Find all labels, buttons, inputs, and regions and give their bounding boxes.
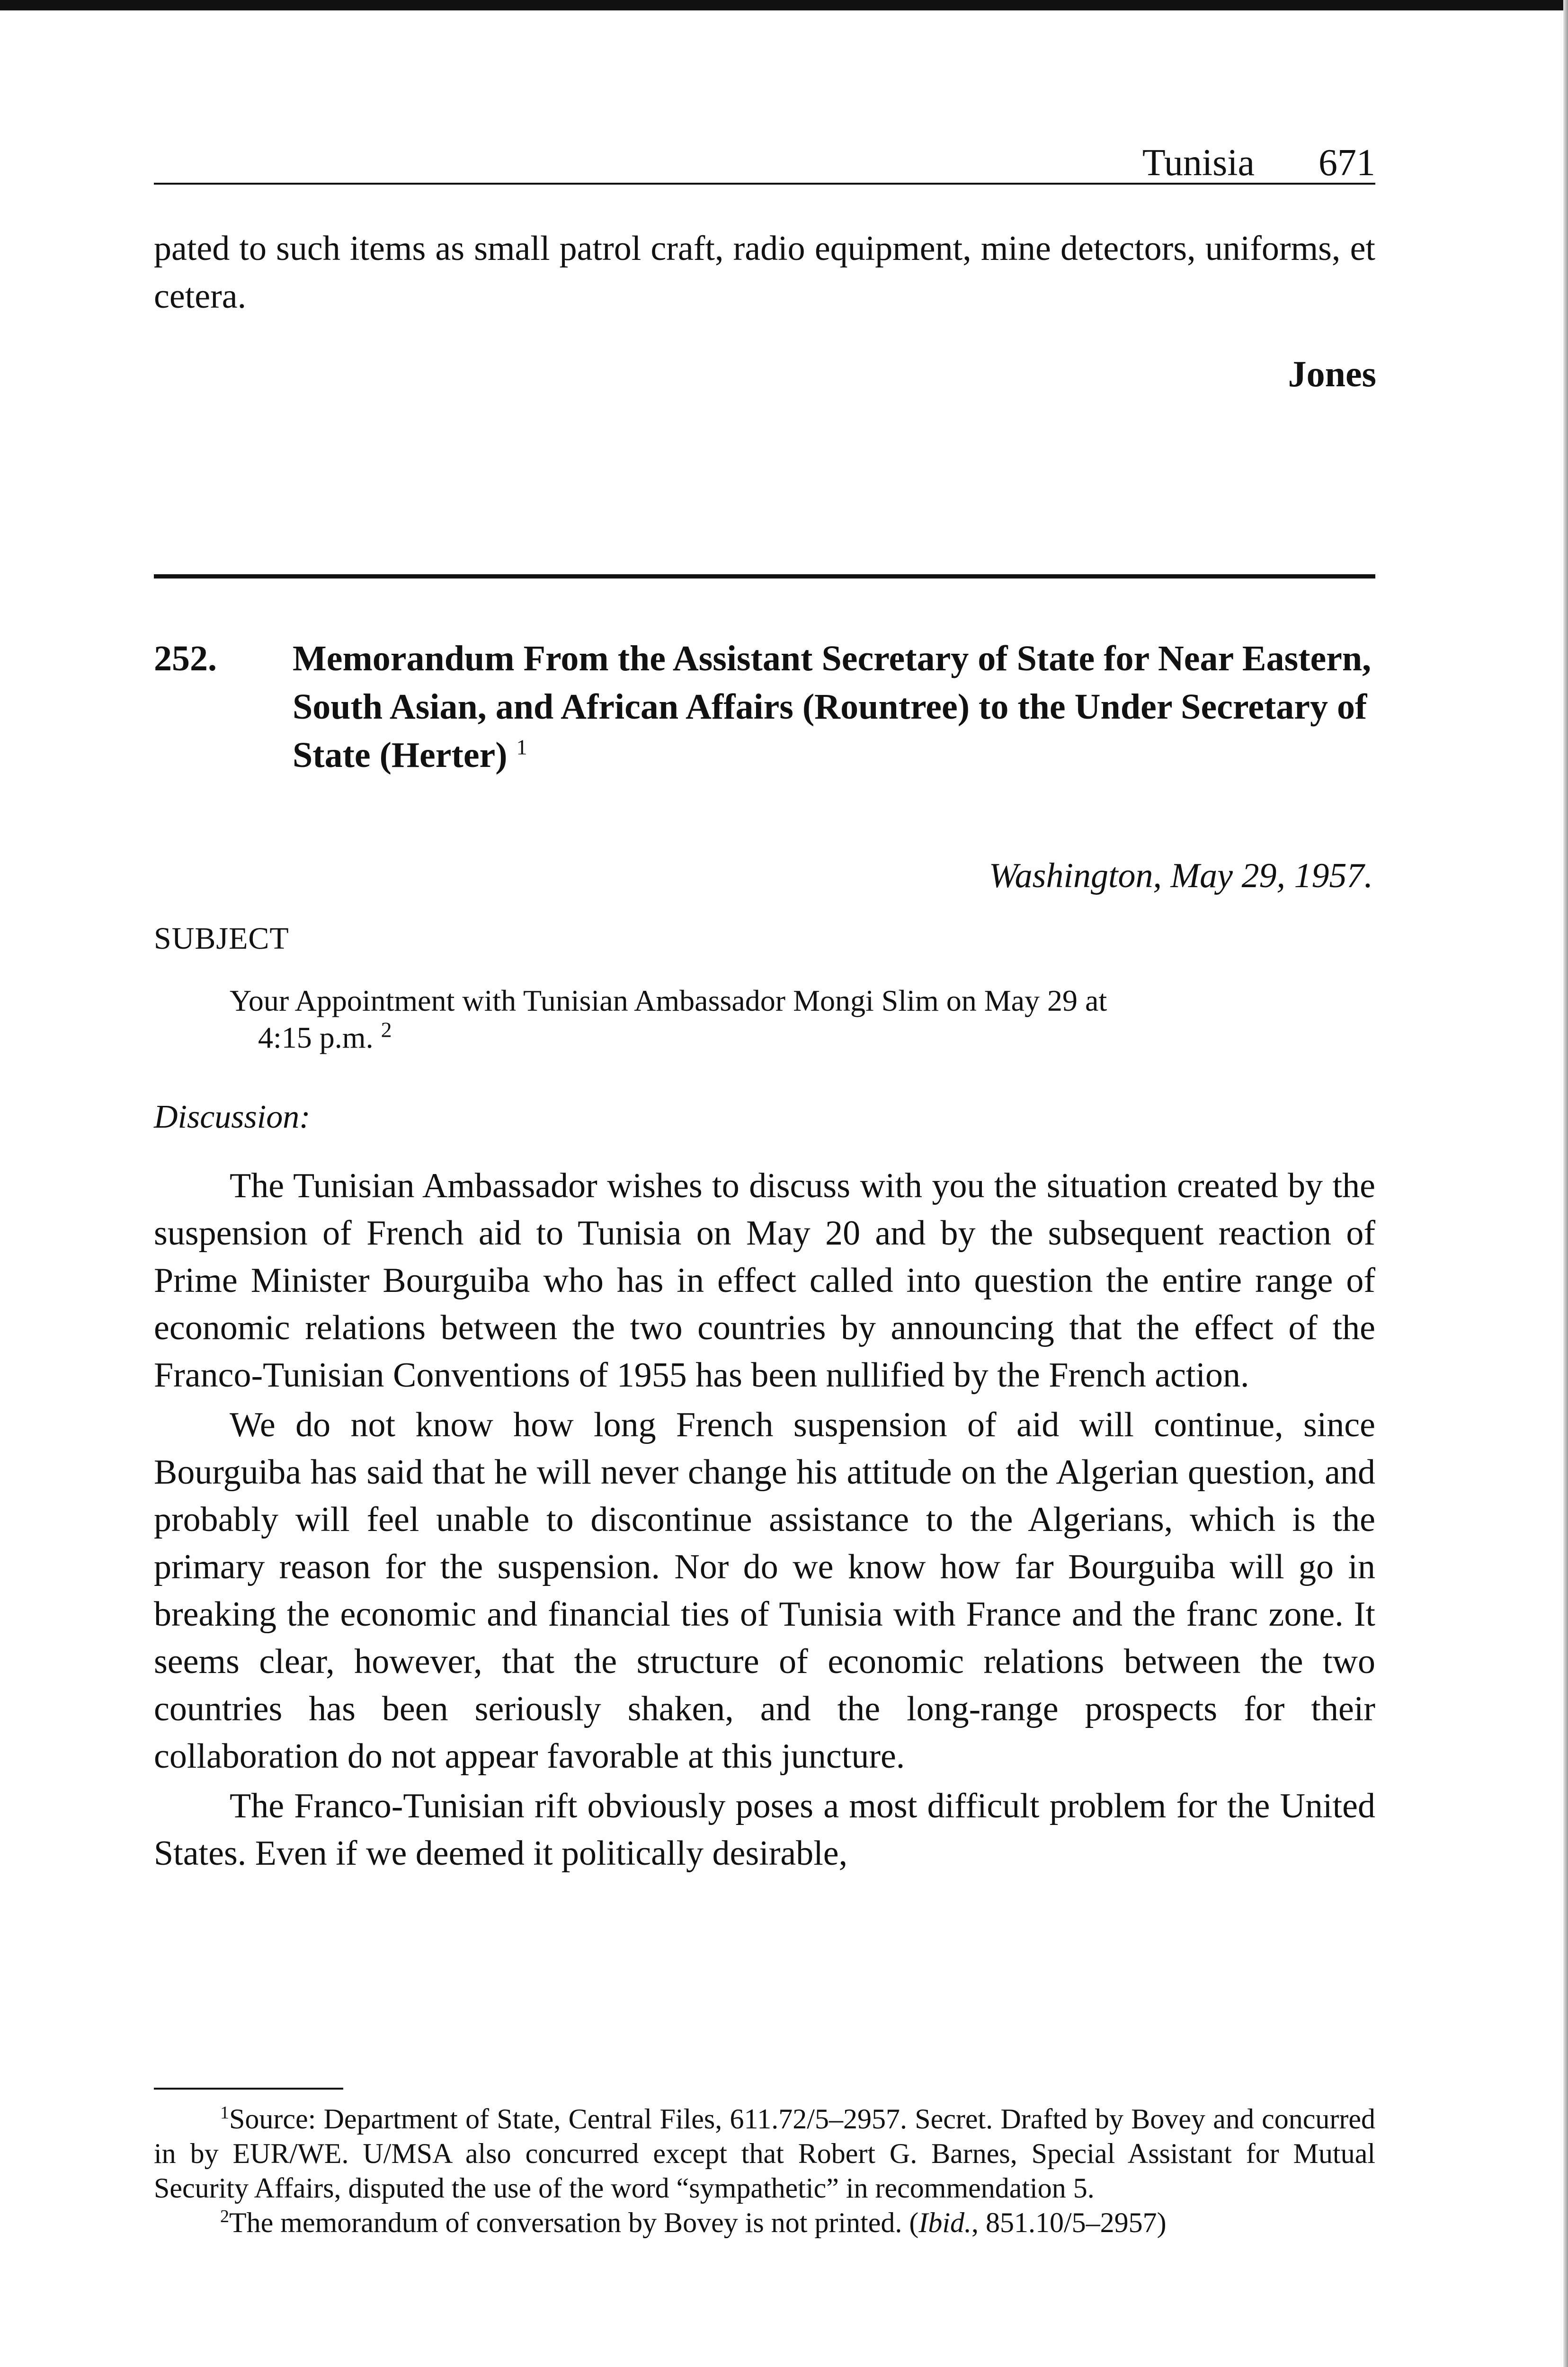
signature: Jones xyxy=(1288,353,1376,394)
subject-label: SUBJECT xyxy=(154,921,289,956)
body-paragraph: The Franco-Tunisian rift obviously poses a most difficult problem for the United States. Even if we deemed it politically desirable, xyxy=(154,1787,1375,1873)
document-number: 252. xyxy=(154,639,217,678)
footnote-text: The memorandum of conversation by Bovey is not printed. ( xyxy=(229,2207,919,2238)
footnote-ref-2: 2 xyxy=(381,1017,392,1042)
footnote-ref-1: 1 xyxy=(516,735,527,759)
discussion-label: Discussion: xyxy=(154,1099,311,1135)
footnote-1 xyxy=(154,2102,1375,2206)
footnote-divider xyxy=(154,2088,343,2090)
subject-line-2-wrap xyxy=(230,1019,1319,1056)
footnote-mark: 2 xyxy=(220,2207,229,2226)
page-right-edge xyxy=(1563,0,1568,2367)
document-title xyxy=(293,634,1381,779)
subject-line-2: 4:15 p.m. xyxy=(258,1021,374,1054)
dateline: Washington, May 29, 1957. xyxy=(989,856,1373,895)
footnote-text: Source: Department of State, Central Files, 611.72/5–2957. Secret. Drafted by Bovey and concurred in by EUR/WE. U/MSA also concurred except that Robert G. Barnes, Special Assistant for Mutual Security Affairs, disputed the use of the word “sympathetic” in recommendation 5. xyxy=(154,2103,1375,2204)
footnote-mark: 1 xyxy=(220,2103,229,2123)
document-title-text: Memorandum From the Assistant Secretary of State for Near Eastern, South Asian, and African Affairs (Rountree) to the Under Secretary of State (Herter) xyxy=(293,639,1372,775)
page-top-edge xyxy=(0,0,1568,10)
continuation-paragraph: pated to such items as small patrol craft, radio equipment, mine detectors, uniforms, et cetera. xyxy=(154,229,1375,316)
footnotes xyxy=(154,2102,1375,2240)
footnote-ibid: Ibid. xyxy=(918,2207,972,2238)
running-head xyxy=(154,137,1375,185)
page-number: 671 xyxy=(1319,142,1375,184)
discussion-body xyxy=(154,1162,1375,1879)
body-paragraph: The Tunisian Ambassador wishes to discuss with you the situation created by the suspension of French aid to Tunisia on May 20 and by the subsequent reaction of Prime Minister Bourguiba who has in effect called into question the entire range of economic relations between the two countries by announcing that the effect of the Franco-Tunisian Conventions of 1955 has been nullified by the French action. xyxy=(154,1166,1375,1395)
running-head-title: Tunisia xyxy=(1142,142,1255,184)
footnote-2 xyxy=(154,2206,1375,2240)
section-divider xyxy=(154,574,1375,578)
subject-text xyxy=(230,982,1319,1056)
subject-line-1: Your Appointment with Tunisian Ambassador Mongi Slim on May 29 at xyxy=(230,984,1107,1017)
footnote-text: , 851.10/5–2957) xyxy=(971,2207,1167,2238)
body-paragraph: We do not know how long French suspension of aid will continue, since Bourguiba has said that he will never change his attitude on the Algerian question, and probably will feel unable to discontinue assistance to the Algerians, which is the primary reason for the suspension. Nor do we know how far Bourguiba will go in breaking the economic and financial ties of Tunisia with France and the franc zone. It seems clear, however, that the structure of economic relations between the two countries has been seriously shaken, and the long-range prospects for their collaboration do not appear favorable at this juncture. xyxy=(154,1406,1375,1776)
